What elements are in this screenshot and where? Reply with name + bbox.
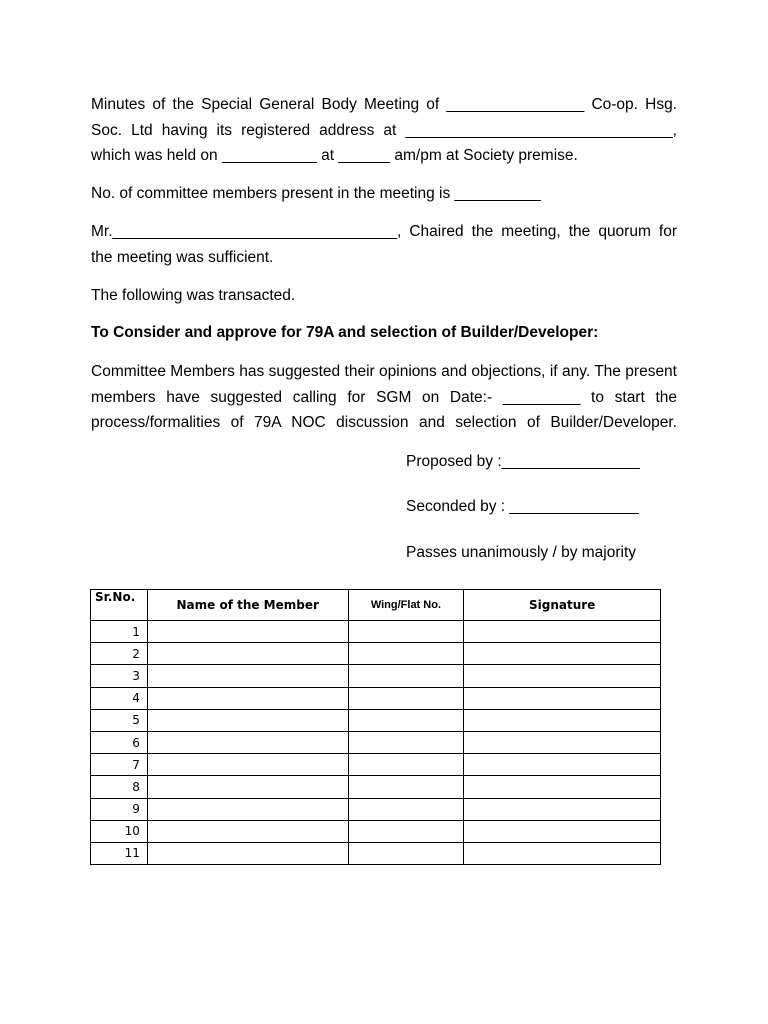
member-name-cell [147, 731, 348, 753]
row-number-cell: 11 [91, 842, 148, 864]
member-name-cell [147, 621, 348, 643]
signature-cell [464, 731, 661, 753]
member-name-cell [147, 842, 348, 864]
signature-cell [464, 643, 661, 665]
row-number-cell: 6 [91, 731, 148, 753]
table-row [91, 665, 661, 687]
passes-line: Passes unanimously / by majority [406, 544, 637, 561]
header-signature: Signature [464, 590, 661, 621]
table-row [91, 731, 661, 753]
member-name-cell [147, 754, 348, 776]
member-name-cell [147, 776, 348, 798]
signature-cell [464, 776, 661, 798]
signature-cell [464, 754, 661, 776]
table-row [91, 754, 661, 776]
seconded-by-line: Seconded by : _______________ [406, 498, 639, 515]
proposed-by-line: Proposed by :________________ [406, 453, 640, 470]
table-row [91, 709, 661, 731]
wing-flat-cell [348, 621, 464, 643]
member-name-cell [147, 709, 348, 731]
row-number-cell: 5 [91, 709, 148, 731]
member-name-cell [147, 820, 348, 842]
members-table [90, 589, 661, 865]
wing-flat-cell [348, 798, 464, 820]
agenda-body-paragraph: Committee Members has suggested their opinions and objections, if any. The present members have suggested calling for SGM on Date:- _________ to start the process/formalities of 79A NOC discussion and selection of Builder/Developer. [91, 363, 677, 431]
wing-flat-cell [348, 665, 464, 687]
header-wing-flat: Wing/Flat No. [348, 590, 464, 621]
transacted-line: The following was transacted. [91, 287, 296, 304]
row-number-cell: 1 [91, 621, 148, 643]
row-number-cell: 2 [91, 643, 148, 665]
wing-flat-cell [348, 731, 464, 753]
table-row [91, 776, 661, 798]
table-row [91, 621, 661, 643]
table-row [91, 842, 661, 864]
member-name-cell [147, 687, 348, 709]
member-name-cell [147, 665, 348, 687]
table-row [91, 820, 661, 842]
signature-cell [464, 709, 661, 731]
signature-cell [464, 820, 661, 842]
table-header-row [91, 590, 661, 621]
wing-flat-cell [348, 820, 464, 842]
row-number-cell: 8 [91, 776, 148, 798]
row-number-cell: 9 [91, 798, 148, 820]
table-row [91, 798, 661, 820]
wing-flat-cell [348, 776, 464, 798]
row-number-cell: 10 [91, 820, 148, 842]
wing-flat-cell [348, 842, 464, 864]
committee-present-line: No. of committee members present in the meeting is __________ [91, 185, 541, 202]
agenda-heading: To Consider and approve for 79A and selection of Builder/Developer: [91, 324, 599, 341]
row-number-cell: 4 [91, 687, 148, 709]
wing-flat-cell [348, 643, 464, 665]
signature-cell [464, 665, 661, 687]
row-number-cell: 7 [91, 754, 148, 776]
member-name-cell [147, 798, 348, 820]
wing-flat-cell [348, 709, 464, 731]
table-row [91, 687, 661, 709]
row-number-cell: 3 [91, 665, 148, 687]
chair-paragraph: Mr._________________________________, Chaired the meeting, the quorum for the meeting was sufficient. [91, 223, 677, 266]
signature-cell [464, 687, 661, 709]
signature-cell [464, 842, 661, 864]
header-sr-no: Sr.No. [91, 590, 148, 621]
wing-flat-cell [348, 754, 464, 776]
table-row [91, 643, 661, 665]
intro-paragraph: Minutes of the Special General Body Meeting of ________________ Co-op. Hsg. Soc. Ltd having its registered address at _______________________________, which was held on ___________ at ______ am/pm at Society premise. [91, 96, 677, 164]
header-member-name: Name of the Member [147, 590, 348, 621]
signature-cell [464, 621, 661, 643]
signature-cell [464, 798, 661, 820]
wing-flat-cell [348, 687, 464, 709]
member-name-cell [147, 643, 348, 665]
